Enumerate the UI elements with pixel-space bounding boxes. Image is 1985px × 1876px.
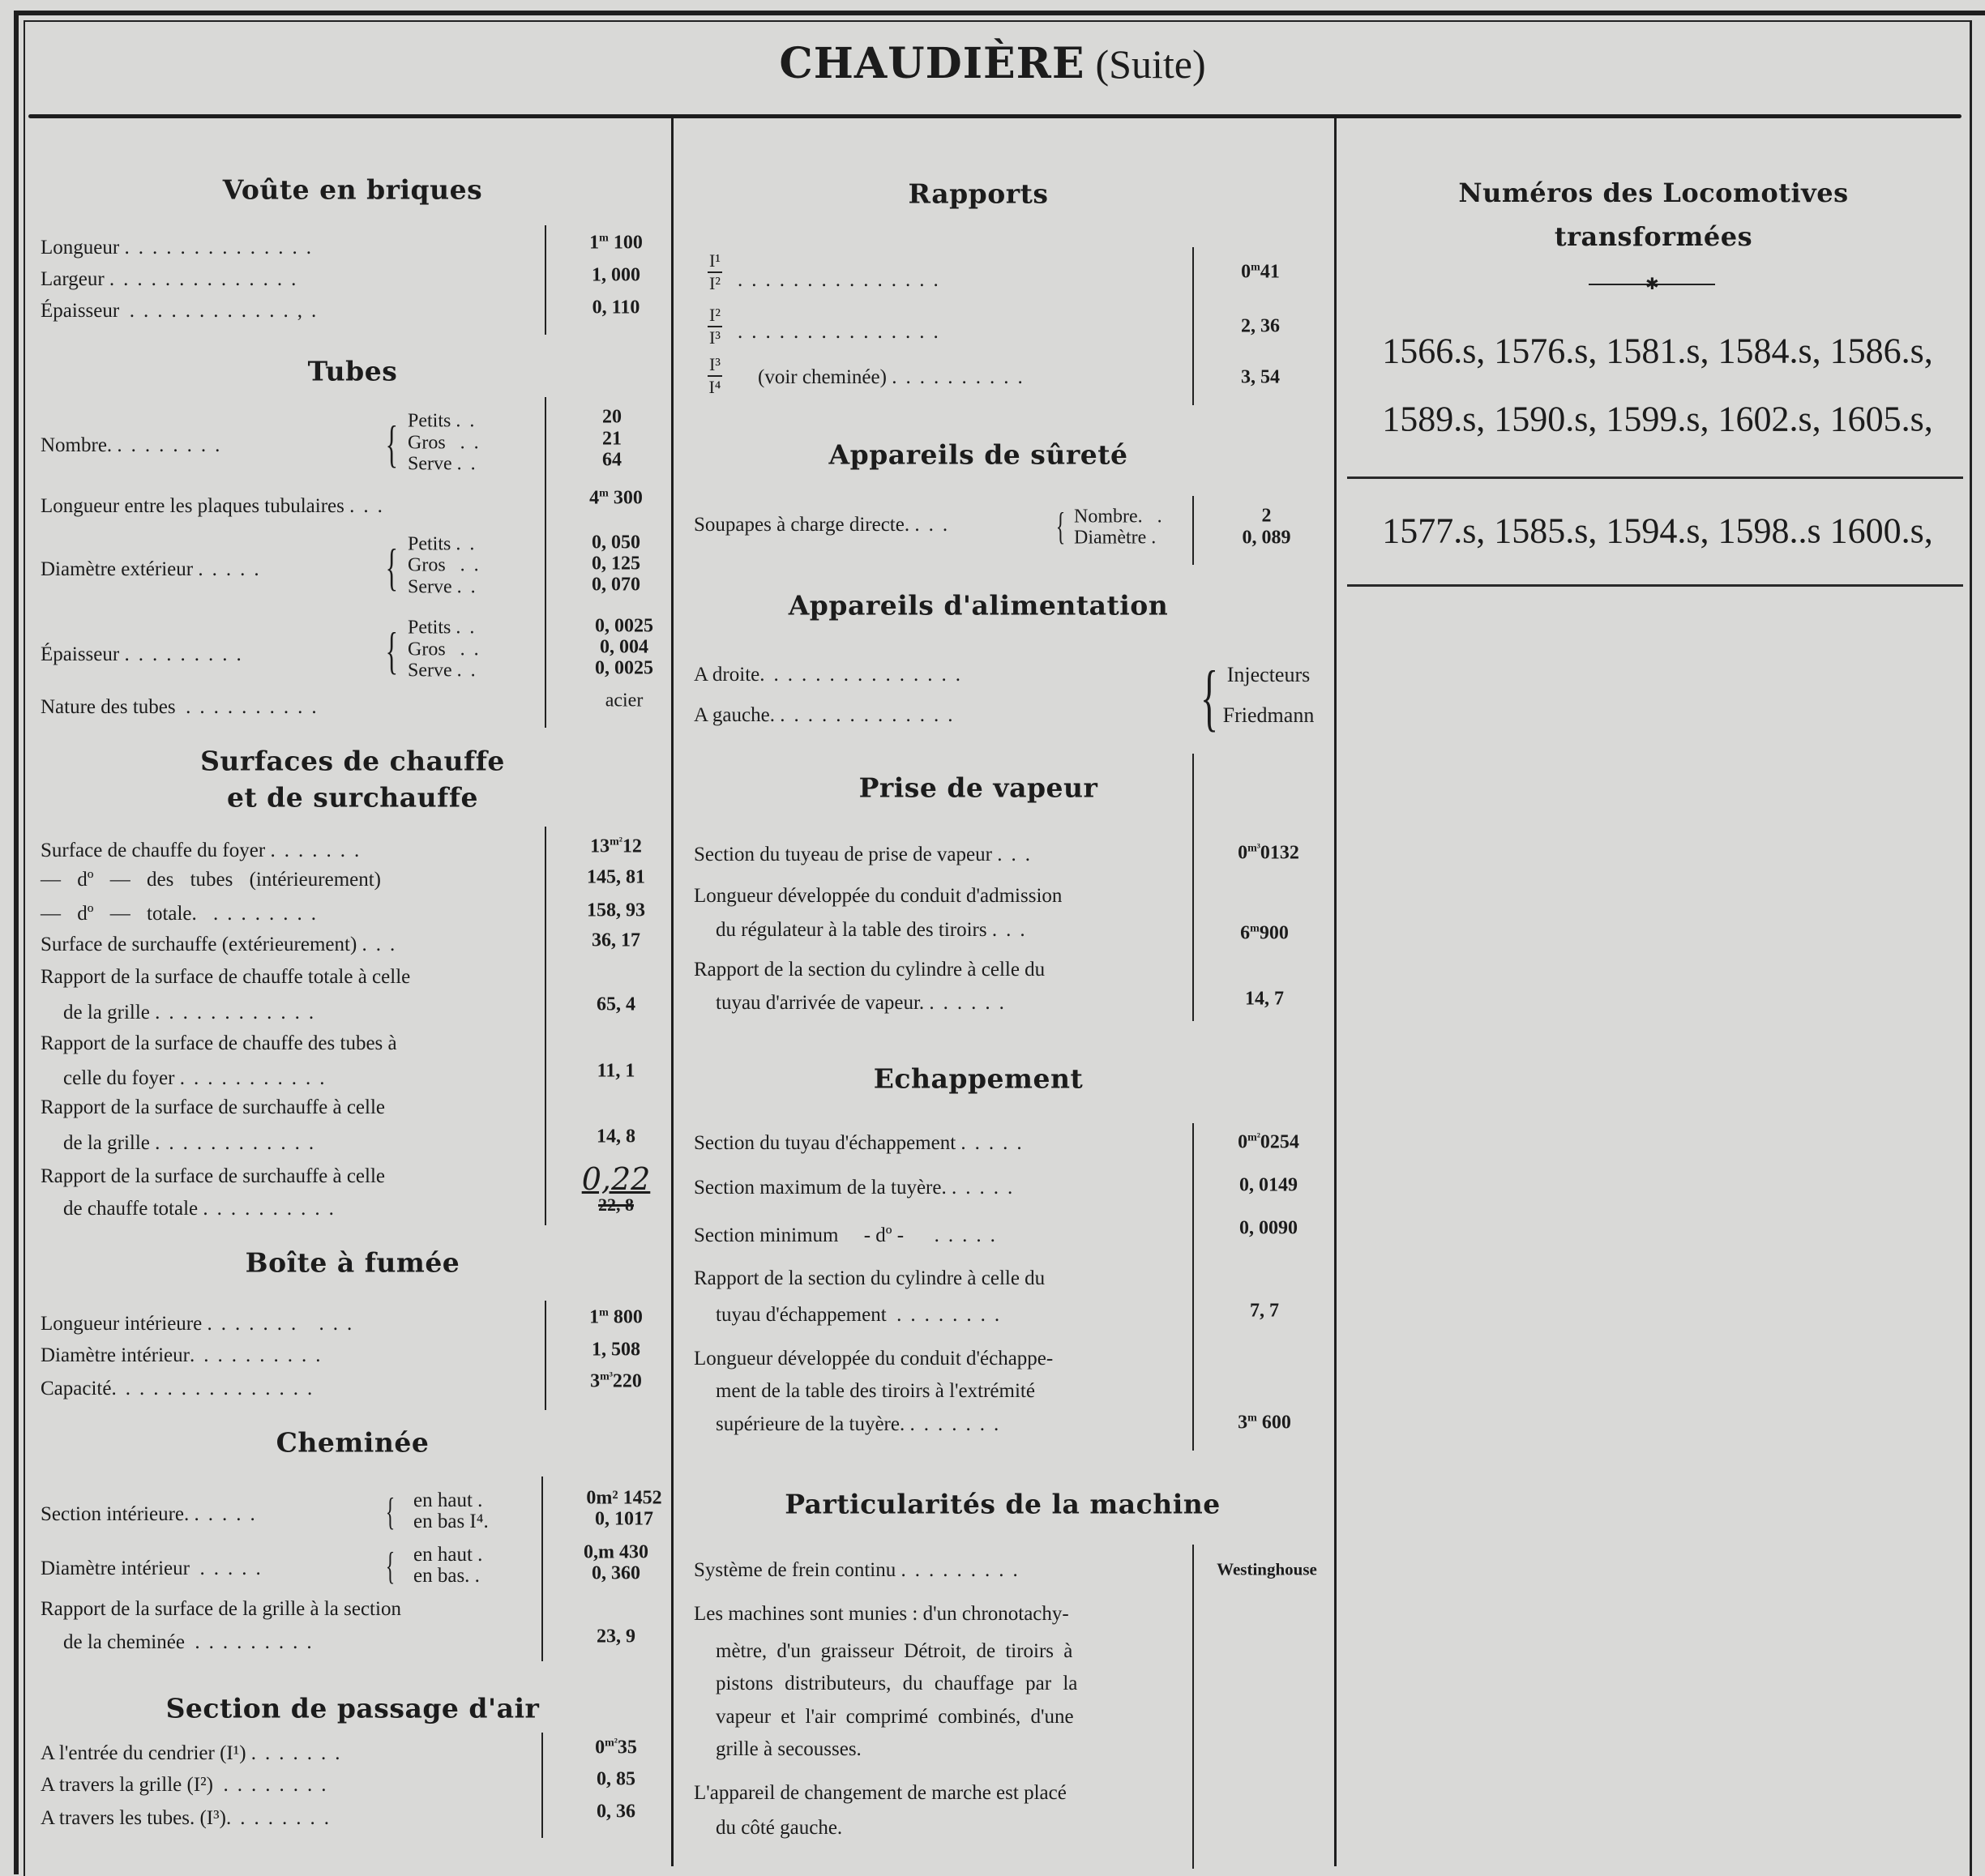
section-heading-alimentation: Appareils d'alimentation [788, 589, 1169, 622]
sub-label: Gros .. [408, 639, 488, 660]
row-value: 7, 7 [1250, 1300, 1279, 1322]
brace-icon: { [1055, 505, 1066, 548]
row-value: 0, 0149 [1239, 1174, 1298, 1196]
paragraph-line: Les machines sont munies : d'un chronotachy- [694, 1603, 1069, 1625]
sub-label: Nombre. . [1074, 506, 1162, 528]
sub-label: Serve .. [408, 576, 485, 598]
section-heading-prise: Prise de vapeur [858, 771, 1098, 804]
row-value: 0, 36 [597, 1801, 635, 1823]
section-heading-echappement: Echappement [873, 1062, 1084, 1095]
divider [1347, 476, 1963, 479]
row-value: $0^{m^3}0132$ [1238, 842, 1299, 864]
row-value: 23, 9 [597, 1626, 635, 1647]
sub-label: Serve .. [408, 453, 485, 475]
section-heading-boite: Boîte à fumée [245, 1246, 460, 1279]
row-value: 6$^m$900 [1240, 922, 1289, 944]
brace-icon: { [385, 538, 399, 596]
row-label: Longueur .............. [41, 237, 320, 259]
sub-label: Gros .. [408, 554, 488, 576]
row-label: Diamètre intérieur ..... [41, 1558, 270, 1579]
column-divider-2 [1334, 118, 1337, 1866]
row-value: 64 [602, 449, 622, 471]
divider [1347, 584, 1963, 587]
row-value: 2 [1261, 505, 1272, 527]
locomotive-numbers: 1589.s, 1590.s, 1599.s, 1602.s, 1605.s, [1382, 399, 1933, 439]
section-heading-surfaces-2: et de surchauffe [226, 781, 479, 814]
row-label: Rapport de la section du cylindre à celle du [694, 959, 1046, 981]
value-divider [545, 397, 546, 728]
row-value: 0, 360 [592, 1562, 640, 1584]
locomotive-numbers: 1577.s, 1585.s, 1594.s, 1598..s 1600.s, [1382, 511, 1933, 551]
row-label: Section du tuyau d'échappement ..... [694, 1132, 1031, 1154]
section-heading-air: Section de passage d'air [165, 1692, 540, 1724]
value-divider [541, 1476, 543, 1661]
row-value: 0, 125 [592, 553, 640, 575]
paragraph-line: grille à secousses. [716, 1738, 862, 1760]
row-label: Diamètre intérieur.......... [41, 1344, 330, 1366]
row-value: 65, 4 [597, 994, 635, 1015]
row-label: Épaisseur ............,. [41, 300, 326, 322]
brace-icon: { [1200, 656, 1219, 738]
locomotives-heading: Numéros des Locomotives [1458, 177, 1849, 208]
page-title [0, 39, 1985, 88]
row-label: Longueur entre les plaques tubulaires ... [41, 495, 391, 517]
row-label: Rapport de la surface de chauffe des tubes à [41, 1032, 397, 1054]
row-label: — dº — des tubes (intérieurement) [41, 869, 382, 891]
row-label: Rapport de la surface de la grille à la section [41, 1598, 401, 1620]
row-value: 0, 110 [592, 297, 640, 318]
row-label-cont: supérieure de la tuyère. ....... [716, 1413, 1008, 1435]
sub-label: Petits .. [408, 617, 484, 639]
fraction: $\frac{\text{I¹}}{\text{I²}}$ [709, 250, 721, 293]
row-value: 0m² 1452 [586, 1487, 662, 1509]
row-label: Section du tuyeau de prise de vapeur ... [694, 844, 1039, 865]
row-value: 0, 0025 [595, 615, 653, 637]
row-label: Nature des tubes .......... [41, 696, 326, 718]
row-value: 3$^m$ 600 [1238, 1412, 1291, 1434]
row-value: Friedmann [1222, 703, 1315, 727]
value-divider [545, 827, 546, 1225]
row-label: A travers la grille (I²) ........ [41, 1774, 336, 1796]
value-divider [1192, 1545, 1194, 1869]
row-value: $13^{m^2}12$ [590, 835, 642, 857]
row-label-cont: tuyau d'échappement ........ [716, 1304, 1009, 1326]
row-label: A gauche. ............. [694, 704, 962, 726]
row-label: ............... [738, 269, 948, 291]
row-label: Section minimum - dº - ..... [694, 1224, 1004, 1246]
sub-label: en haut . [413, 1489, 483, 1511]
struck-value: 22, 8 [598, 1194, 634, 1215]
paragraph-line: mètre, d'un graisseur Détroit, de tiroirs à [716, 1640, 1073, 1662]
section-heading-surfaces: Surfaces de chauffe [200, 745, 505, 777]
row-value: 14, 8 [597, 1126, 635, 1147]
row-value: $3^{m^3}220$ [590, 1370, 642, 1392]
section-heading-voute: Voûte en briques [222, 173, 483, 206]
row-value: 0$^m$41 [1241, 261, 1280, 283]
row-label: — dº — totale. ........ [41, 903, 326, 925]
row-value: 0, 004 [600, 636, 648, 658]
value-divider [545, 1301, 546, 1410]
value-divider [541, 1733, 543, 1838]
row-value: Injecteurs [1226, 663, 1311, 686]
row-label: A travers les tubes. (I³)........ [41, 1807, 338, 1829]
title-main: CHAUDIÈRE [779, 39, 1085, 88]
handwritten-value: 0,22 [581, 1161, 651, 1197]
paragraph-line: du côté gauche. [716, 1817, 843, 1839]
row-label: Longueur développée du conduit d'admission [694, 885, 1063, 907]
row-value: Westinghouse [1217, 1559, 1317, 1579]
row-value: 0, 1017 [595, 1508, 653, 1530]
row-value: 1$^m$ 800 [589, 1306, 643, 1328]
row-value: 2, 36 [1241, 315, 1280, 337]
row-label: Section maximum de la tuyère. ..... [694, 1177, 1022, 1199]
row-label-cont: du régulateur à la table des tiroirs ... [716, 919, 1034, 941]
row-label: (voir cheminée) .......... [758, 366, 1032, 388]
row-label-cont: ment de la table des tiroirs à l'extrémité [716, 1380, 1035, 1402]
sub-label: Petits .. [408, 410, 484, 432]
row-value: 1$^m$ 100 [589, 232, 643, 254]
value-divider [545, 225, 546, 335]
row-value: 3, 54 [1241, 366, 1280, 388]
row-label-cont: de la cheminée ......... [63, 1631, 321, 1653]
row-label: Largeur .............. [41, 268, 306, 290]
sub-label: Gros .. [408, 432, 488, 454]
row-label: Rapport de la surface de surchauffe à celle [41, 1165, 386, 1187]
row-value: 145, 81 [587, 866, 645, 888]
row-label: Rapport de la surface de chauffe totale à celle [41, 966, 411, 988]
row-value: 11, 1 [597, 1060, 635, 1082]
value-divider [1192, 247, 1194, 405]
row-label: Épaisseur ......... [41, 643, 250, 665]
row-value: 0, 0025 [595, 657, 653, 679]
row-value: 1, 000 [592, 264, 640, 286]
row-value: 0,m 430 [584, 1541, 648, 1563]
row-label: Rapport de la surface de surchauffe à celle [41, 1096, 386, 1118]
sub-label: en bas. . [413, 1565, 480, 1587]
row-label-cont: de chauffe totale .......... [63, 1198, 343, 1220]
row-value: 4$^m$ 300 [589, 487, 643, 509]
section-heading-cheminee: Cheminée [276, 1426, 430, 1459]
brace-icon: { [385, 1490, 396, 1533]
sub-label: Diamètre . [1074, 527, 1157, 549]
paragraph-line: pistons distributeurs, du chauffage par la [716, 1673, 1078, 1694]
row-value: 36, 17 [592, 929, 640, 951]
row-label: Surface de surchauffe (extérieurement) ... [41, 934, 404, 955]
row-label: Rapport de la section du cylindre à celle du [694, 1267, 1046, 1289]
fraction: $\frac{\text{I²}}{\text{I³}}$ [709, 305, 721, 348]
sub-label: en haut . [413, 1544, 483, 1566]
row-label: Capacité............... [41, 1378, 322, 1400]
row-value: 0, 0090 [1239, 1217, 1298, 1239]
row-value: 0, 089 [1242, 527, 1291, 549]
fraction: $\frac{\text{I³}}{\text{I⁴}}$ [708, 354, 721, 397]
section-heading-rapports: Rapports [908, 177, 1049, 210]
row-label: Section intérieure. ..... [41, 1503, 264, 1525]
paragraph-line: vapeur et l'air comprimé combinés, d'une [716, 1706, 1074, 1728]
row-label: Diamètre extérieur ..... [41, 558, 268, 580]
row-label-cont: de la grille ............ [63, 1132, 323, 1154]
row-value: 0, 85 [597, 1768, 635, 1790]
value-divider [1192, 754, 1194, 1021]
row-value: 21 [602, 428, 622, 450]
sub-label: en bas I⁴. [413, 1511, 489, 1532]
row-label-cont: tuyau d'arrivée de vapeur. ...... [716, 992, 1013, 1014]
row-value: 0, 070 [592, 574, 640, 596]
locomotives-heading-2: transformées [1554, 221, 1753, 252]
brace-icon: { [385, 415, 399, 472]
row-label: Nombre. ........ [41, 434, 229, 456]
row-value: $0^{m^2}35$ [595, 1737, 637, 1758]
row-label: ............... [738, 321, 948, 343]
section-heading-particularites: Particularités de la machine [785, 1488, 1221, 1520]
row-value: 14, 7 [1245, 988, 1284, 1010]
brace-icon: { [385, 622, 399, 679]
row-label: A droite............... [694, 664, 969, 686]
paragraph-line: L'appareil de changement de marche est placé [694, 1782, 1067, 1804]
sub-label: Petits .. [408, 533, 484, 555]
row-label-cont: celle du foyer ........... [63, 1067, 334, 1089]
row-value: 0, 050 [592, 532, 640, 553]
row-label: Longueur développée du conduit d'échappe- [694, 1348, 1054, 1370]
header-rule [28, 114, 1961, 118]
row-value: 20 [602, 406, 622, 428]
row-value: $0^{m^2}0254$ [1238, 1131, 1299, 1153]
locomotive-numbers: 1566.s, 1576.s, 1581.s, 1584.s, 1586.s, [1382, 331, 1933, 371]
value-divider [1192, 496, 1194, 565]
value-divider [1192, 1123, 1194, 1451]
section-heading-surete: Appareils de sûreté [828, 438, 1128, 471]
row-label-cont: de la grille ............ [63, 1002, 323, 1023]
row-label: Longueur intérieure ....... ... [41, 1313, 361, 1335]
sub-label: Serve .. [408, 660, 485, 682]
row-value: 1, 508 [592, 1339, 640, 1361]
row-label: Surface de chauffe du foyer ....... [41, 840, 369, 861]
row-value: acier [605, 690, 644, 712]
section-heading-tubes: Tubes [307, 355, 398, 387]
row-label: A l'entrée du cendrier (I¹) ....... [41, 1742, 349, 1764]
row-label: Système de frein continu ......... [694, 1559, 1027, 1581]
row-label: Soupapes à charge directe. ... [694, 514, 957, 536]
brace-icon: { [385, 1545, 396, 1588]
title-suffix: (Suite) [1095, 41, 1206, 87]
star-icon: ✱ [1645, 276, 1659, 293]
row-value: 158, 93 [587, 900, 645, 921]
